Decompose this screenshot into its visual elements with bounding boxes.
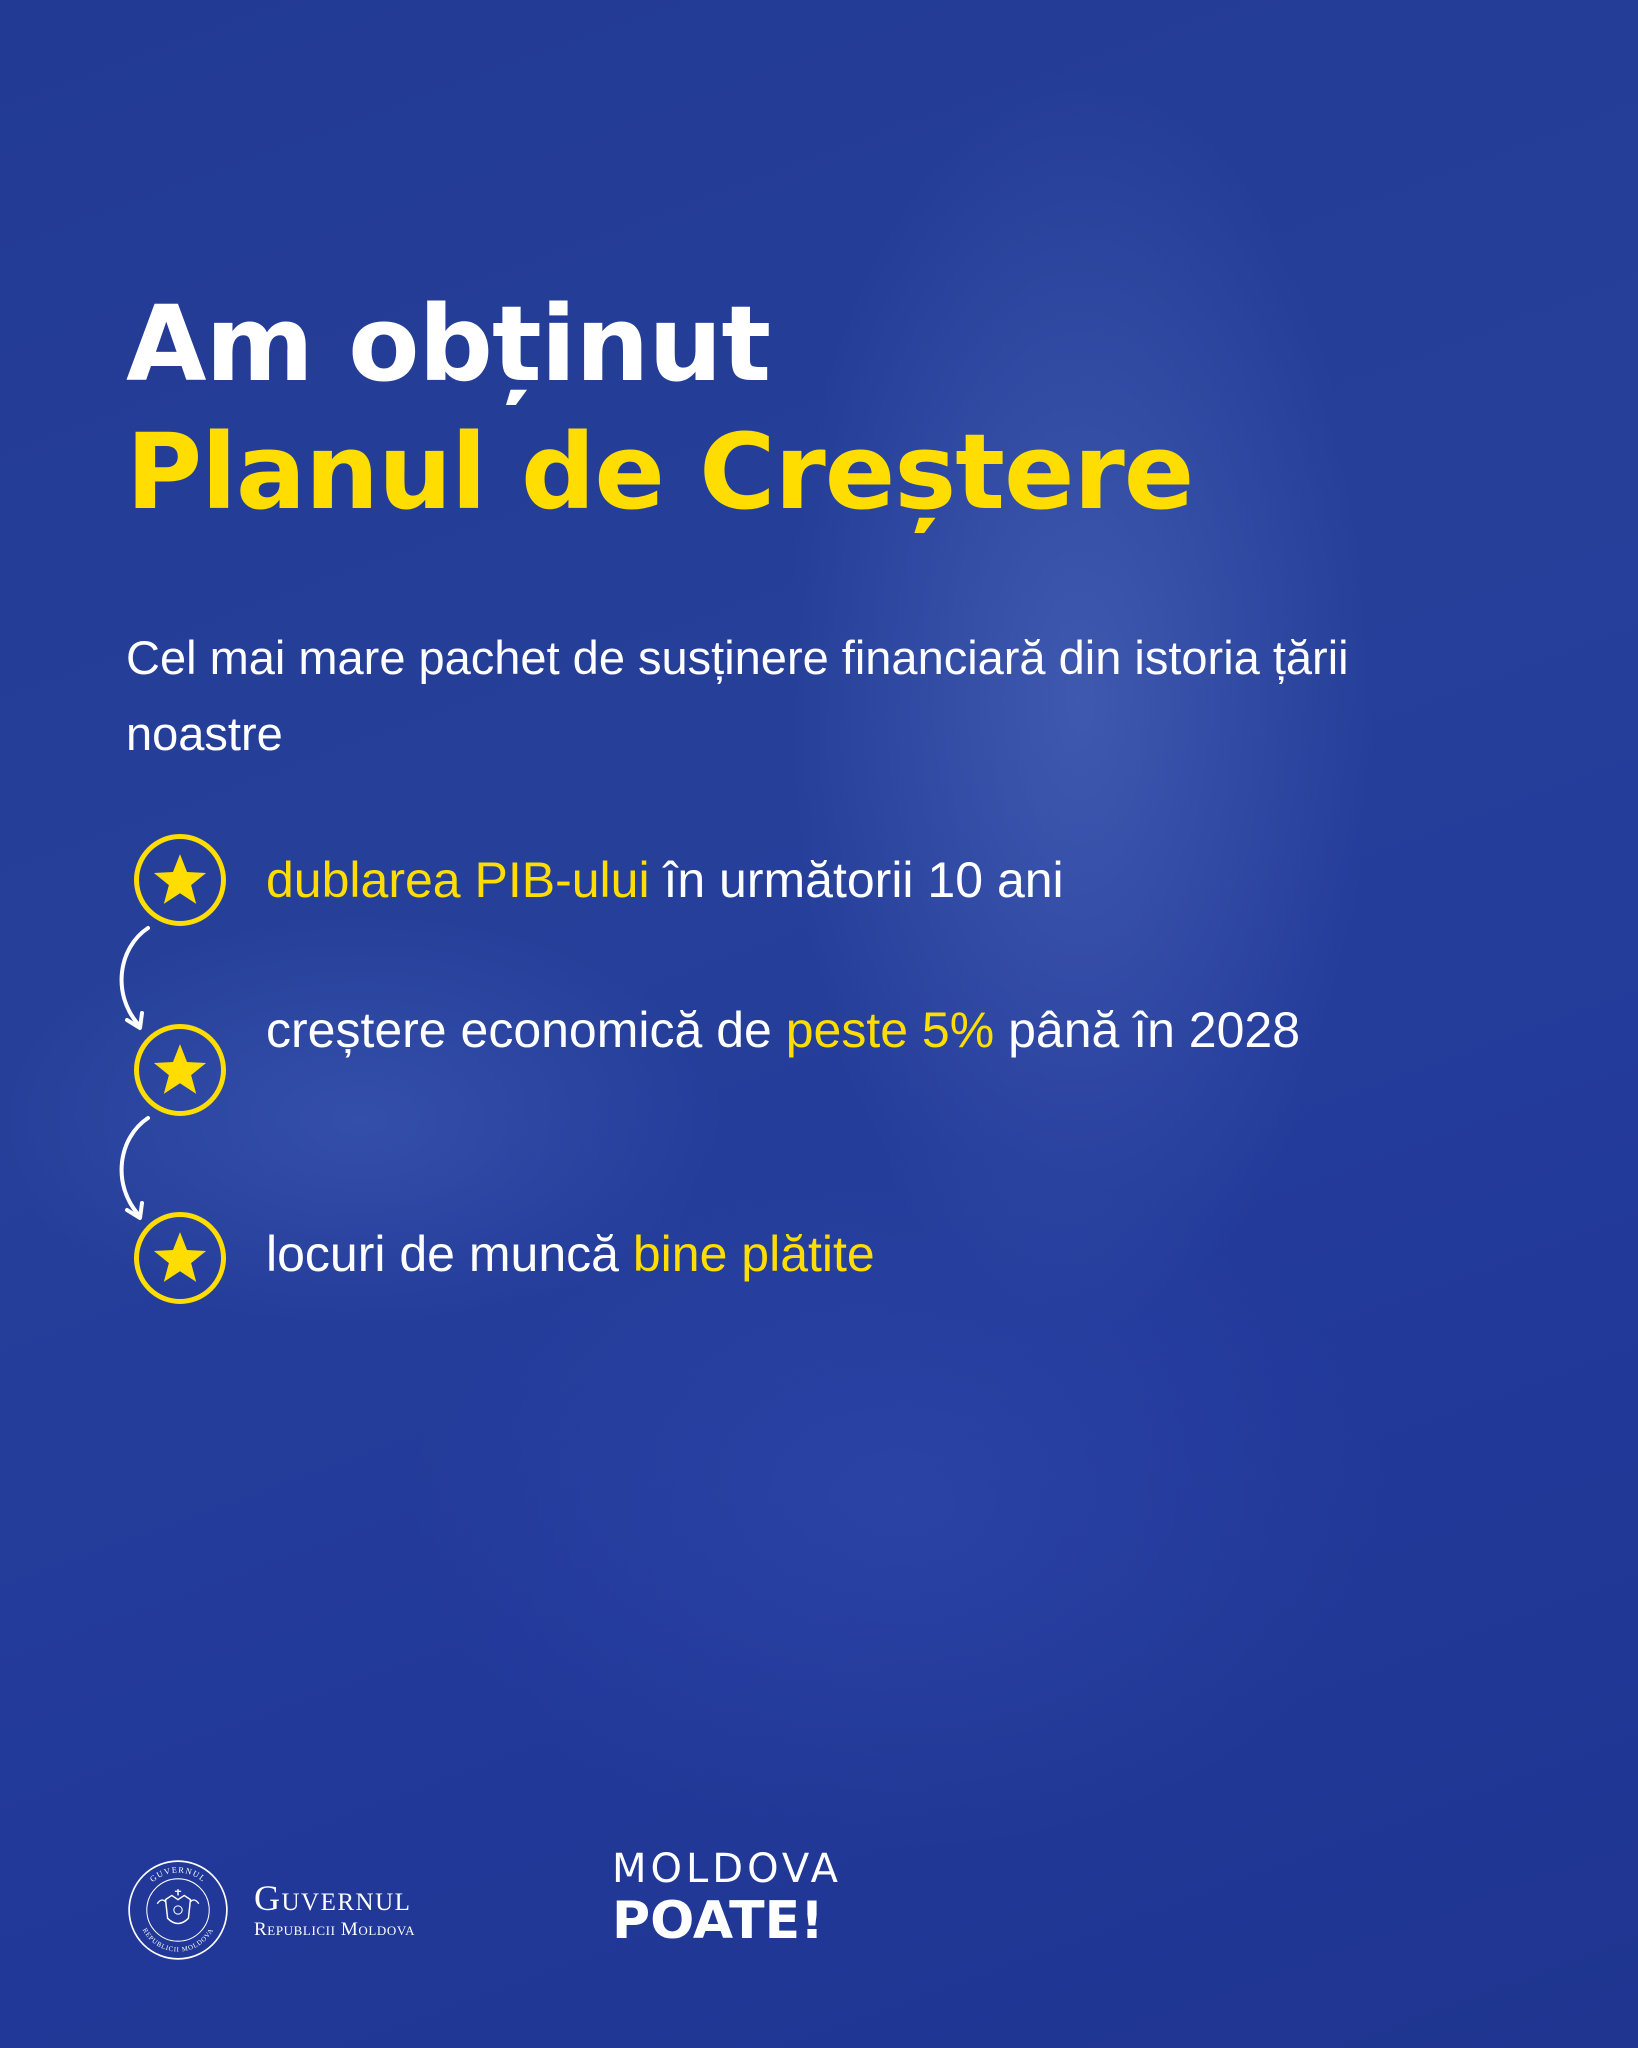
benefit-item bbox=[266, 842, 1366, 918]
svg-text:REPUBLICII MOLDOVA bbox=[141, 1927, 215, 1953]
benefit-item bbox=[266, 1216, 1366, 1292]
seal-text-top: GUVERNUL bbox=[148, 1865, 208, 1884]
curved-arrow-icon bbox=[108, 924, 168, 1036]
moldova-poate-logo bbox=[612, 1846, 842, 1950]
benefit-text-after: în următorii 10 ani bbox=[649, 852, 1064, 908]
government-logo bbox=[126, 1845, 415, 1975]
government-title: Guvernul bbox=[254, 1878, 412, 1918]
star-badge bbox=[134, 834, 226, 926]
benefit-text-before: locuri de muncă bbox=[266, 1226, 633, 1282]
title-line-2: Planul de Creștere bbox=[126, 411, 1194, 533]
seal-text-bottom: REPUBLICII MOLDOVA bbox=[140, 1927, 216, 1954]
government-subtitle: Republicii Moldova bbox=[254, 1919, 416, 1940]
star-icon bbox=[151, 1042, 209, 1098]
star-icon bbox=[151, 852, 209, 908]
title-line-1: Am obținut bbox=[126, 283, 771, 405]
subtitle: Cel mai mare pachet de susținere financiară din istoria țării noastre bbox=[126, 631, 1349, 760]
star-badge bbox=[134, 1212, 226, 1304]
benefit-text-before: creștere economică de bbox=[266, 1002, 786, 1058]
government-name bbox=[254, 1878, 415, 1942]
star-icon bbox=[151, 1230, 209, 1286]
benefit-highlight: dublarea PIB-ului bbox=[266, 852, 650, 908]
brand-top: MOLDOVA bbox=[612, 1846, 843, 1892]
benefit-highlight: peste 5% bbox=[785, 1002, 995, 1058]
page-title bbox=[126, 280, 1193, 536]
benefit-highlight: bine plătite bbox=[632, 1226, 875, 1282]
benefit-item bbox=[266, 992, 1306, 1068]
star-badge bbox=[134, 1024, 226, 1116]
benefit-text-after: până în 2028 bbox=[994, 1002, 1301, 1058]
brand-bottom: POATE! bbox=[612, 1891, 824, 1951]
curved-arrow-icon bbox=[108, 1114, 168, 1226]
svg-text:GUVERNUL bbox=[148, 1865, 208, 1884]
coat-of-arms-seal-icon bbox=[126, 1858, 230, 1962]
